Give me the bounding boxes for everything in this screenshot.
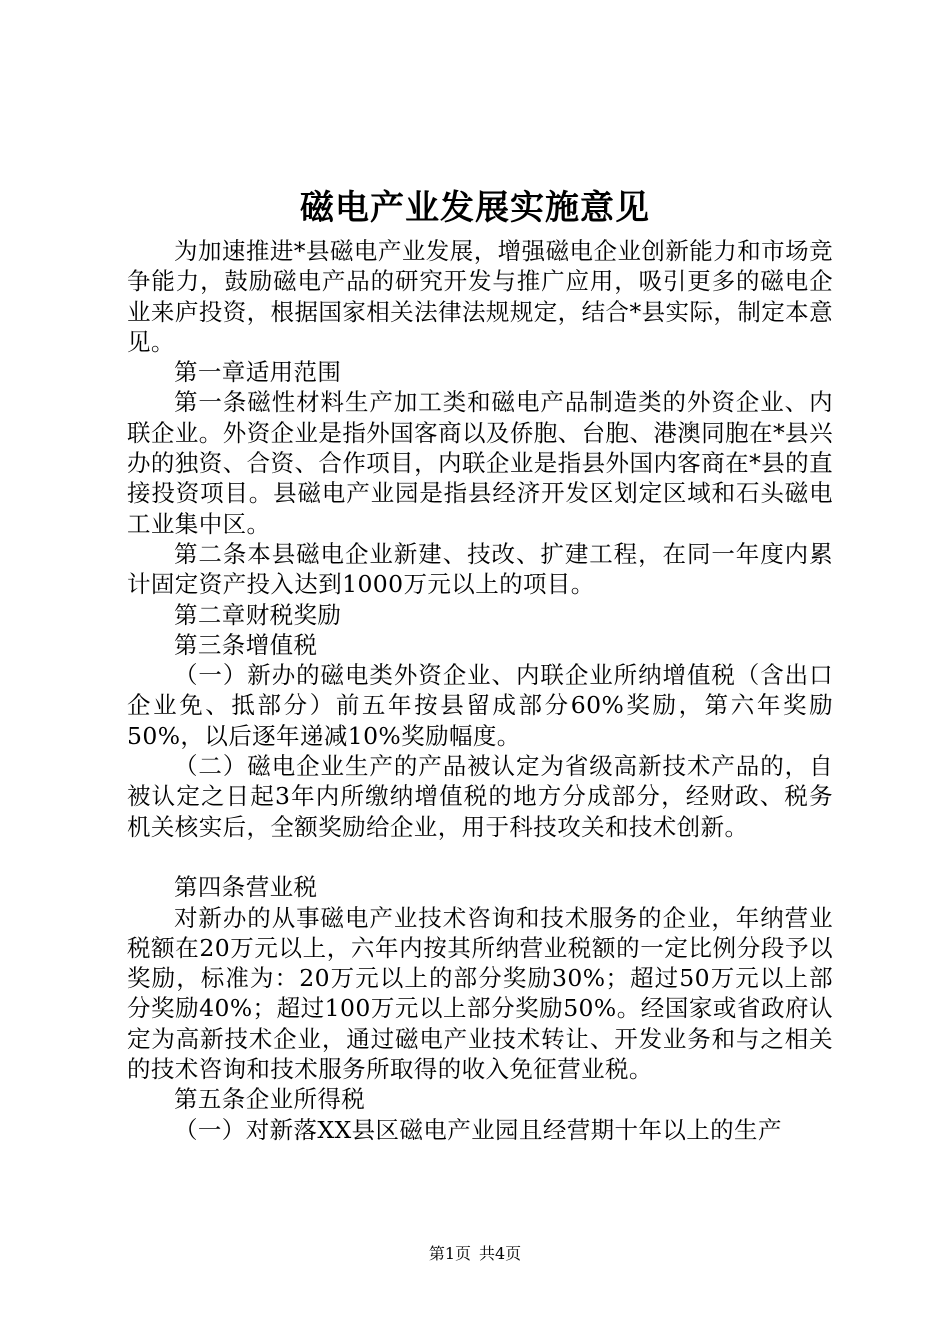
page-footer	[0, 1244, 950, 1264]
article-clause: （一）新办的磁电类外资企业、内联企业所纳增值税（含出口企业免、抵部分）前五年按县留成部分60%奖励，第六年奖励50%，以后逐年递减10%奖励幅度。	[127, 661, 833, 750]
blank-line	[127, 842, 833, 872]
article-clause: （一）对新落XX县区磁电产业园且经营期十年以上的生产	[174, 1115, 782, 1144]
document-body	[127, 236, 833, 1145]
article-heading: 第五条企业所得税	[174, 1085, 366, 1114]
paragraph-intro: 为加速推进*县磁电产业发展，增强磁电企业创新能力和市场竞争能力，鼓励磁电产品的研究开发与推广应用，吸引更多的磁电企业来庐投资，根据国家相关法律法规规定，结合*县实际，制定本意见。	[127, 237, 833, 356]
article-heading: 第四条营业税	[174, 873, 318, 902]
chapter-heading: 第二章财税奖励	[174, 600, 342, 629]
page-total: 共4页	[479, 1244, 522, 1263]
document-title: 磁电产业发展实施意见	[300, 188, 650, 228]
page-number: 第1页	[428, 1244, 471, 1263]
article-heading: 第三条增值税	[174, 630, 318, 659]
chapter-heading: 第一章适用范围	[174, 358, 342, 387]
article-paragraph: 第二条本县磁电企业新建、技改、扩建工程，在同一年度内累计固定资产投入达到1000万元以上的项目。	[127, 539, 833, 599]
article-paragraph: 第一条磁性材料生产加工类和磁电产品制造类的外资企业、内联企业。外资企业是指外国客商以及侨胞、台胞、港澳同胞在*县兴办的独资、合资、合作项目，内联企业是指县外国内客商在*县的直接投资项目。县磁电产业园是指县经济开发区划定区域和石头磁电工业集中区。	[127, 388, 833, 538]
article-paragraph: 对新办的从事磁电产业技术咨询和技术服务的企业，年纳营业税额在20万元以上，六年内按其所纳营业税额的一定比例分段予以奖励，标准为：20万元以上的部分奖励30%；超过50万元以上部分奖励40%；超过100万元以上部分奖励50%。经国家或省政府认定为高新技术企业，通过磁电产业技术转让、开发业务和与之相关的技术咨询和技术服务所取得的收入免征营业税。	[127, 903, 833, 1084]
article-clause: （二）磁电企业生产的产品被认定为省级高新技术产品的，自被认定之日起3年内所缴纳增值税的地方分成部分，经财政、税务机关核实后，全额奖励给企业，用于科技攻关和技术创新。	[127, 752, 833, 841]
